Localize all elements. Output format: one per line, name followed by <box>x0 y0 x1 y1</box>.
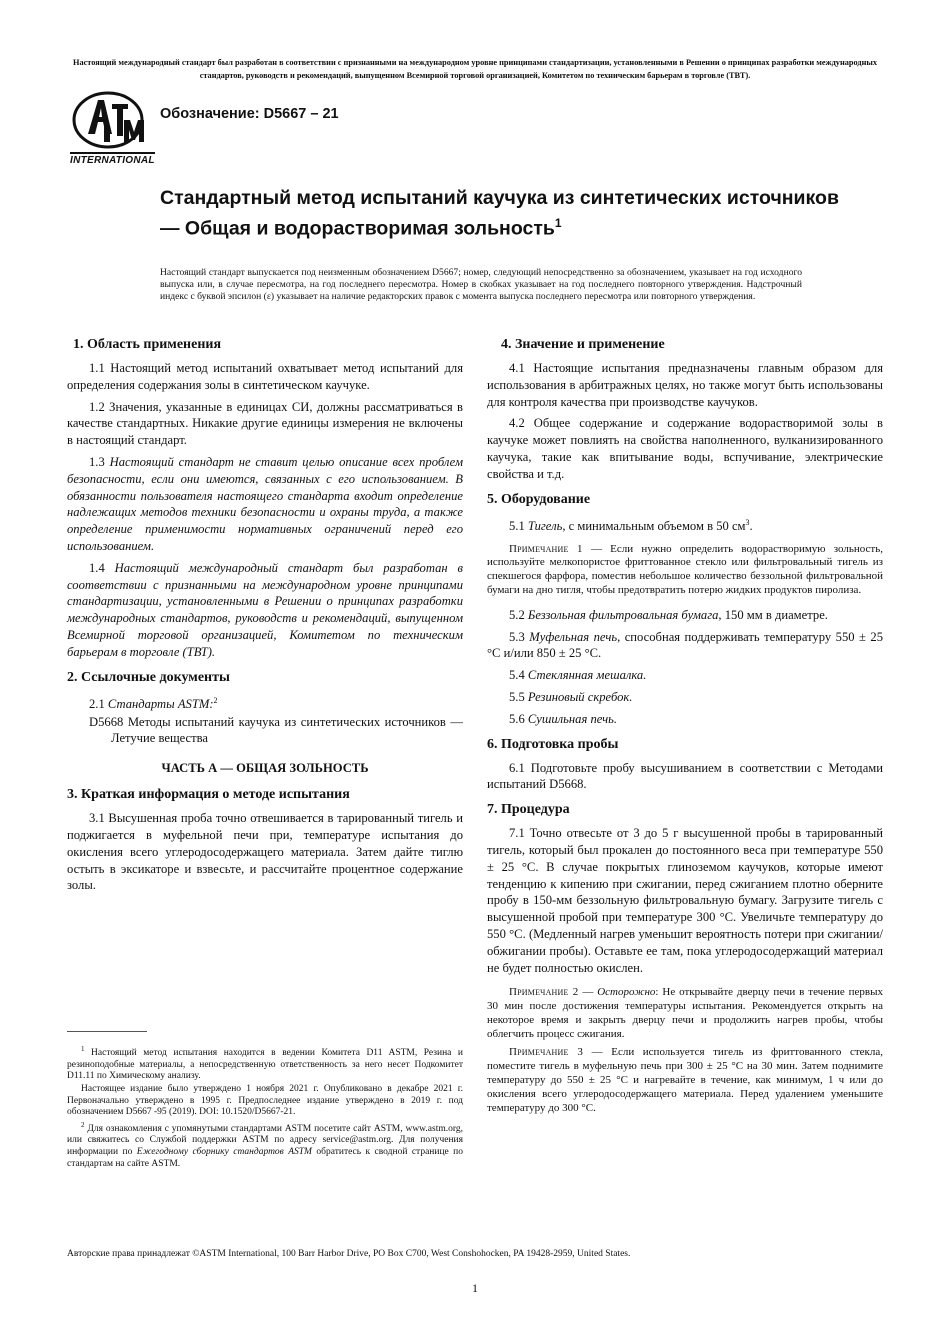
footnote-2-italic: Ежегодному сборнику стандартов ASTM <box>136 1147 312 1158</box>
para-1-4-num: 1.4 <box>89 560 115 575</box>
footnote-1 <box>67 1044 463 1083</box>
note-3-label: Примечание 3 <box>509 1046 584 1059</box>
section-5-title: 5. Оборудование <box>487 491 591 507</box>
note-2-text: : Не открывайте дверцу печи в течение первых 30 мин после достижения температуры испытания. Рекомендуется открыть на некоторое время и закрыть дверцу печи и продолжить нагрев пробы, чтобы облегчить процесс сжигания. <box>487 986 884 1040</box>
title-text: Стандартный метод испытаний каучука из синтетических источников — Общая и водорастворимая зольность <box>160 187 839 240</box>
para-5-6-italic: Сушильная печь. <box>527 711 618 726</box>
note-3-text: — Если используется тигель из фриттованного стекла, поместите тигель в муфельную печь при 300 ± 25 °C на 30 мин. Затем поднимите температуру до 550 ± 25 °C и нагревайте в течение, как минимум, 1 ч или до окисления всего углеродосодержащего материала. Перед удалением уменьшите температуру до 300 °C. <box>487 1046 883 1114</box>
para-5-5-italic: Резиновый скребок. <box>527 689 633 704</box>
para-2-1-sup: 2 <box>213 695 218 705</box>
page-title <box>160 186 860 242</box>
section-1-title: 1. Область применения <box>73 337 222 352</box>
para-6-1: 6.1 Подготовьте пробу высушиванием в соответствии с Методами испытаний D5668. <box>487 760 883 792</box>
para-4-1: 4.1 Настоящие испытания предназначены главным образом для использования в арбитражных целях, но также могут быть использованы для контроля качества при производстве каучуков. <box>487 361 883 409</box>
para-1-4 <box>67 560 463 661</box>
para-5-2 <box>487 607 883 624</box>
para-1-3-text: Настоящий стандарт не ставит целью описание всех проблем безопасности, если они имеются, связанных с его использованием. В обязанности пользователя настоящего стандарта входит определение надлежащих методов техники безопасности и охраны труда, а также определение применимости нормативных ограничений перед его использованием. <box>67 454 463 553</box>
header-notice: Настоящий международный стандарт был разработан в соответствии с признанными на международном уровне принципами стандартизации, установленными в Решении о принципах разработки международных стандартов, руководств и рекомендаций, выпущенном Всемирной торговой организацией, Комитетом по техническим барьерам в торговле (ТВТ). <box>73 58 877 80</box>
note-1-text: — Если нужно определить водорастворимую зольность, используйте мелкопористое фриттованное стекло или фильтровальный тигель из спекшегося фарфора, поместив небольшое количество беззольной фильтровальной бумаги на дно тигля, чтобы предотвратить потерю жидких продуктов пиролиза. <box>487 542 883 596</box>
title-footnote-ref: 1 <box>554 216 562 230</box>
para-5-3-num: 5.3 <box>509 629 530 644</box>
para-5-1-sup: 3 <box>745 517 750 527</box>
para-7-1: 7.1 Точно отвесьте от 3 до 5 г высушенной пробы в тарированный тигель, который был прокален до постоянного веса при температуре 550 ± 25 °C. В случае покрытых глиноземом каучуков, которые имеют тенденцию к кипению при сжигании, перед сжиганием плотно оберните пробу в 150-мм беззольную фильтровальную бумагу. Загрузите тигель с высушенной пробой при температуре 300 °C. Увеличьте температуру до 550 °C. (Медленный нагрев уменьшит вероятность потери при сжигании/обжигании пробы). Оставьте ее там, пока углеродосодержащий материал не будет полностью окислен. <box>487 826 883 975</box>
section-7-title: 7. Процедура <box>487 802 570 818</box>
para-5-3-text: , способная поддерживать температуру 550 ± 25 °C и/или 850 ± 25 °C. <box>487 629 883 661</box>
para-5-3-italic: Муфельная печь <box>529 629 618 644</box>
left-column <box>67 336 463 899</box>
para-5-1-text: , с минимальным объемом в 50 см <box>562 518 746 533</box>
section-3-title: 3. Краткая информация о методе испытания <box>67 787 350 803</box>
para-5-4-num: 5.4 <box>509 668 528 683</box>
para-5-4 <box>487 667 883 684</box>
para-1-1: 1.1 Настоящий метод испытаний охватывает метод испытаний для определения содержания золы в синтетическом каучуке. <box>67 361 463 392</box>
section-6-title: 6. Подготовка пробы <box>487 736 619 752</box>
para-5-1-end: . <box>749 518 753 533</box>
logo-text: INTERNATIONAL <box>70 152 155 166</box>
para-5-1-italic: Тигель <box>527 518 563 533</box>
section-4-title: 4. Значение и применение <box>501 337 665 352</box>
note-1-label: Примечание 1 <box>509 542 583 555</box>
para-5-1 <box>487 515 883 535</box>
copyright: Авторские права принадлежат ©ASTM International, 100 Barr Harbor Drive, PO Box C700, West Conshohocken, PA 19428-2959, United States. <box>67 1249 631 1259</box>
footnote-divider <box>67 1031 147 1032</box>
para-1-3-num: 1.3 <box>89 454 110 469</box>
intro-paragraph: Настоящий стандарт выпускается под неизменным обозначением D5667; номер, следующий непосредственно за обозначением, указывает на год исходного выпуска или, в случае пересмотра, на год последнего пересмотра. Номер в скобках указывает на год последнего повторного утверждения. Надстрочный индекс с буквой эпсилон (ε) указывает на наличие редакторских правок с момента выпуска последнего пересмотра или повторного утверждения. <box>160 267 802 302</box>
para-1-4-text: Настоящий международный стандарт был разработан в соответствии с признанными на международном уровне принципами стандартизации, установленными в Решении о принципах разработки международных стандартов, руководств и рекомендаций, выпущенном Всемирной торговой организацией, Комитетом по техническим барьерам в торговле (ТВТ). <box>67 560 463 659</box>
para-1-2: 1.2 Значения, указанные в единицах СИ, должны рассматриваться в качестве стандартных. Никакие другие единицы измерения не включены в настоящий стандарт. <box>67 399 463 448</box>
para-1-3 <box>67 454 463 555</box>
ref-d5668: D5668 Методы испытаний каучука из синтетических источников — Летучие вещества <box>89 714 463 746</box>
section-2-title: 2. Ссылочные документы <box>67 669 230 685</box>
para-5-4-italic: Стеклянная мешалка. <box>527 668 647 683</box>
note-3 <box>487 1046 883 1115</box>
para-2-1 <box>67 693 463 713</box>
footnote-2-text: Для ознакомления с упомянутыми стандартами ASTM посетите сайт ASTM, www.astm.org, или свяжитесь со Службой поддержки ASTM по адресу service@astm.org. Для получения информации по <box>67 1123 463 1158</box>
para-5-2-italic: Беззольная фильтровальная бумага <box>527 607 719 622</box>
para-5-2-text: , 150 мм в диаметре. <box>718 607 828 622</box>
right-column <box>487 336 883 1120</box>
para-5-5 <box>487 689 883 706</box>
footnote-1-mark: 1 <box>81 1045 85 1053</box>
para-5-6-num: 5.6 <box>509 711 528 726</box>
para-5-3 <box>487 629 883 663</box>
note-2-italic: Осторожно <box>597 986 656 999</box>
note-2-label: Примечание 2 <box>509 986 579 999</box>
para-2-1-num: 2.1 <box>89 696 108 711</box>
note-1 <box>487 543 883 598</box>
para-2-1-text: Стандарты ASTM: <box>107 696 214 711</box>
para-3-1: 3.1 Высушенная проба точно отвешивается в тарированный тигель и поджигается в муфельной печи при, температуре испытания до окисления всего углеродосодержащего материала. Затем дайте тиглю остыть в эксикаторе и взвесьте, и рассчитайте процентное содержание золы. <box>67 811 463 893</box>
para-5-6 <box>487 711 883 728</box>
para-5-5-num: 5.5 <box>509 689 528 704</box>
para-5-2-num: 5.2 <box>509 607 528 622</box>
page-number: 1 <box>472 1281 478 1295</box>
part-a-heading: ЧАСТЬ А — ОБЩАЯ ЗОЛЬНОСТЬ <box>161 761 369 776</box>
para-5-1-num: 5.1 <box>509 518 528 533</box>
designation: Обозначение: D5667 – 21 <box>160 106 339 122</box>
note-2-dash: — <box>578 986 598 999</box>
note-2 <box>487 986 883 1041</box>
footnotes <box>67 1044 463 1171</box>
footnote-2-mark: 2 <box>81 1120 85 1129</box>
astm-logo <box>68 90 154 166</box>
footnote-1-text: Настоящий метод испытания находится в ведении Комитета D11 ASTM, Резина и резиноподобные материалы, а непосредственную ответственность за него несет Подкомитет D11.11 по Химическому анализу. <box>67 1048 463 1082</box>
para-4-2: 4.2 Общее содержание и содержание водорастворимой золы в каучуке может повлиять на свойства наполненного, вулканизированного каучука, такие как впитывание воды, вспучивание, электрические свойства и т.д. <box>487 416 883 481</box>
footnote-1b: Настоящее издание было утверждено 1 ноября 2021 г. Опубликовано в декабре 2021 г. Первоначально утверждено в 1995 г. Предпоследнее издание утверждено в 2019 г. под обозначением D5667 -95 (2019). DOI: 10.1520/D5667-21. <box>67 1083 463 1118</box>
footnote-2 <box>67 1120 463 1171</box>
footnote-2-end: обратитесь к сводной странице по стандартам на сайте ASTM. <box>67 1147 464 1169</box>
